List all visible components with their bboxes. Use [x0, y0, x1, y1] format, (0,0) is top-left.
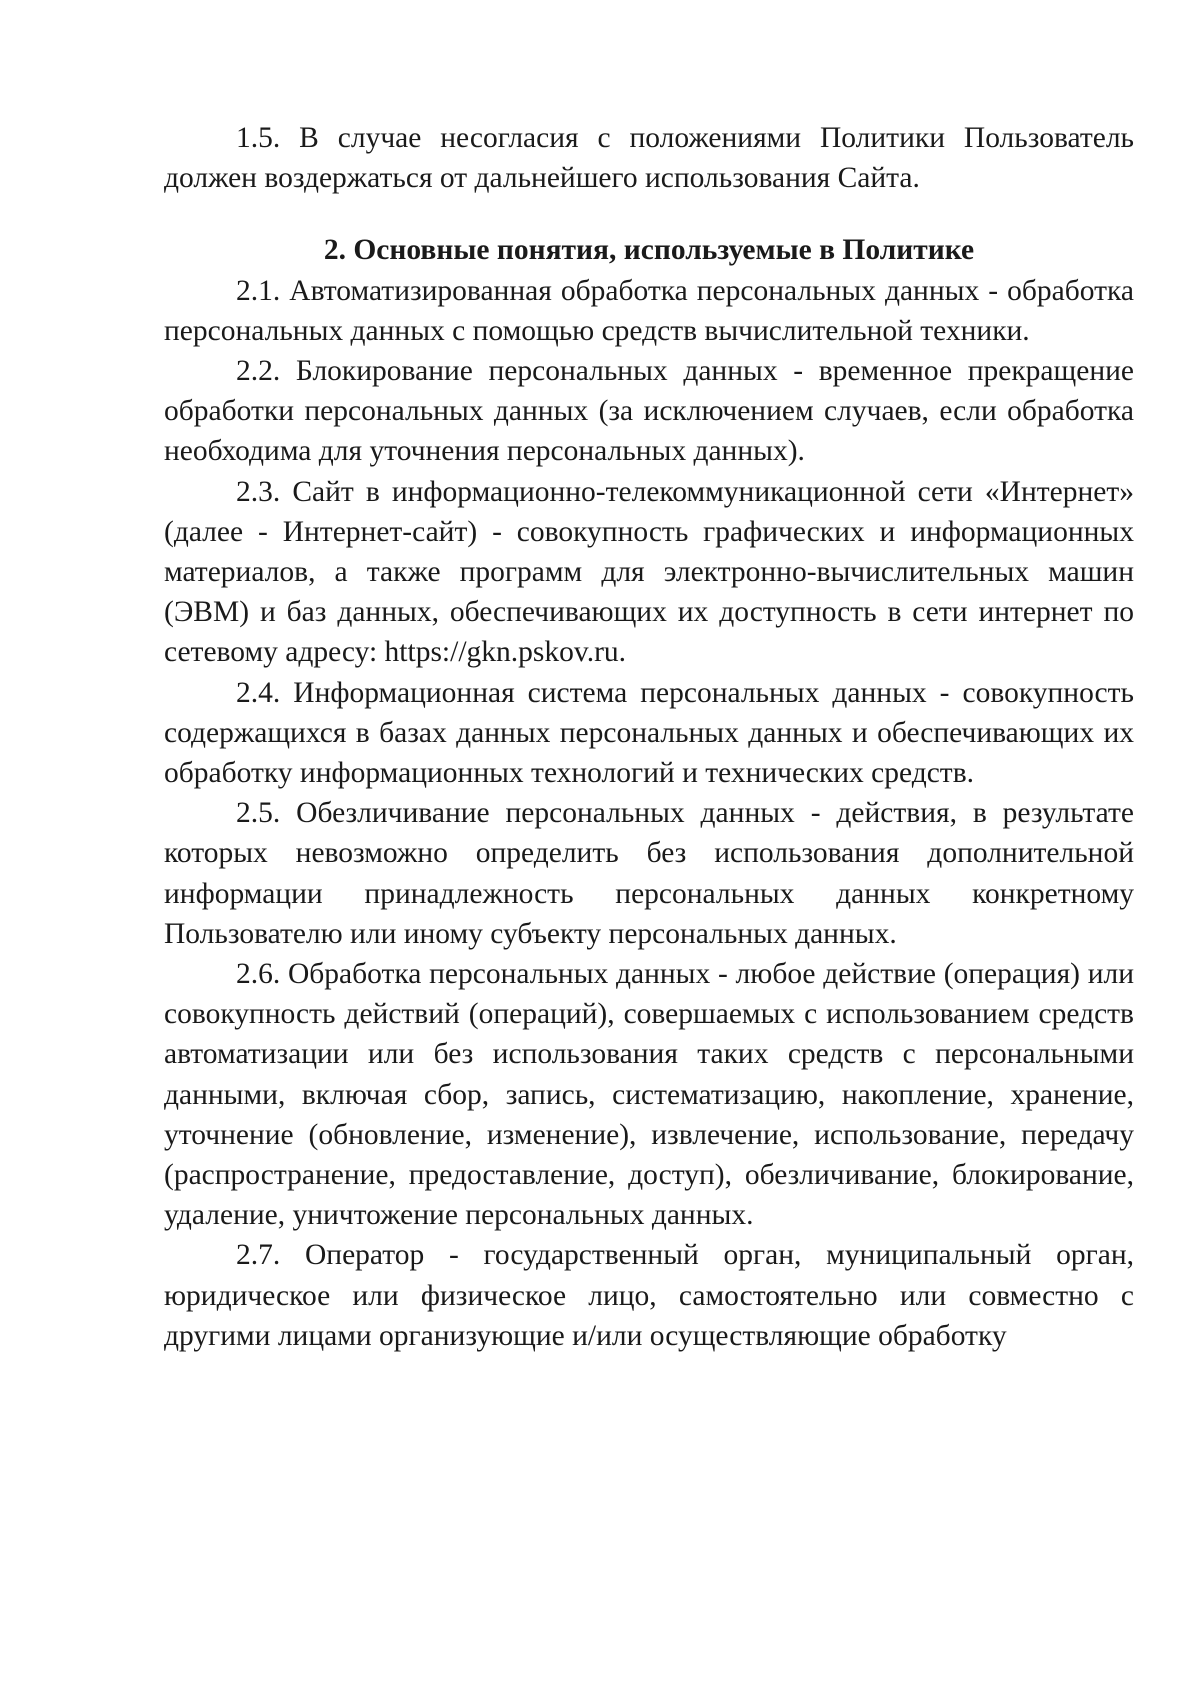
section-2-heading: 2. Основные понятия, используемые в Политике: [323, 234, 975, 267]
paragraph-1-5: 1.5. В случае несогласия с положениями Политики Пользователь должен воздержаться от дальнейшего использования Сайта.: [164, 122, 1134, 195]
paragraph-2-3: 2.3. Сайт в информационно-телекоммуникационной сети «Интернет» (далее - Интернет-сайт) - совокупность графических и информационных материалов, а также программ для электронно-вычислительных машин (ЭВМ) и баз данных, обеспечивающих их доступность в сети интернет по сетевому адресу: https://gkn.pskov.ru.: [164, 475, 1134, 669]
paragraph-2-7: 2.7. Оператор - государственный орган, муниципальный орган, юридическое или физическое лицо, самостоятельно или совместно с другими лицами организующие и/или осуществляющие обработку: [164, 1239, 1134, 1352]
paragraph-2-2: 2.2. Блокирование персональных данных - временное прекращение обработки персональных данных (за исключением случаев, если обработка необходима для уточнения персональных данных).: [164, 355, 1134, 468]
paragraph-2-1: 2.1. Автоматизированная обработка персональных данных - обработка персональных данных с помощью средств вычислительной техники.: [164, 274, 1134, 347]
paragraph-2-6: 2.6. Обработка персональных данных - любое действие (операция) или совокупность действий (операций), совершаемых с использованием средств автоматизации или без использования таких средств с персональными данными, включая сбор, запись, систематизацию, накопление, хранение, уточнение (обновление, изменение), извлечение, использование, передачу (распространение, предоставление, доступ), обезличивание, блокирование, удаление, уничтожение персональных данных.: [164, 958, 1134, 1232]
document-page: [164, 118, 1134, 1356]
paragraph-2-4: 2.4. Информационная система персональных данных - совокупность содержащихся в базах данных персональных данных и обеспечивающих их обработку информационных технологий и технических средств.: [164, 676, 1134, 790]
paragraph-2-5: 2.5. Обезличивание персональных данных - действия, в результате которых невозможно определить без использования дополнительной информации принадлежность персональных данных конкретному Пользователю или иному субъекту персональных данных.: [164, 797, 1134, 950]
